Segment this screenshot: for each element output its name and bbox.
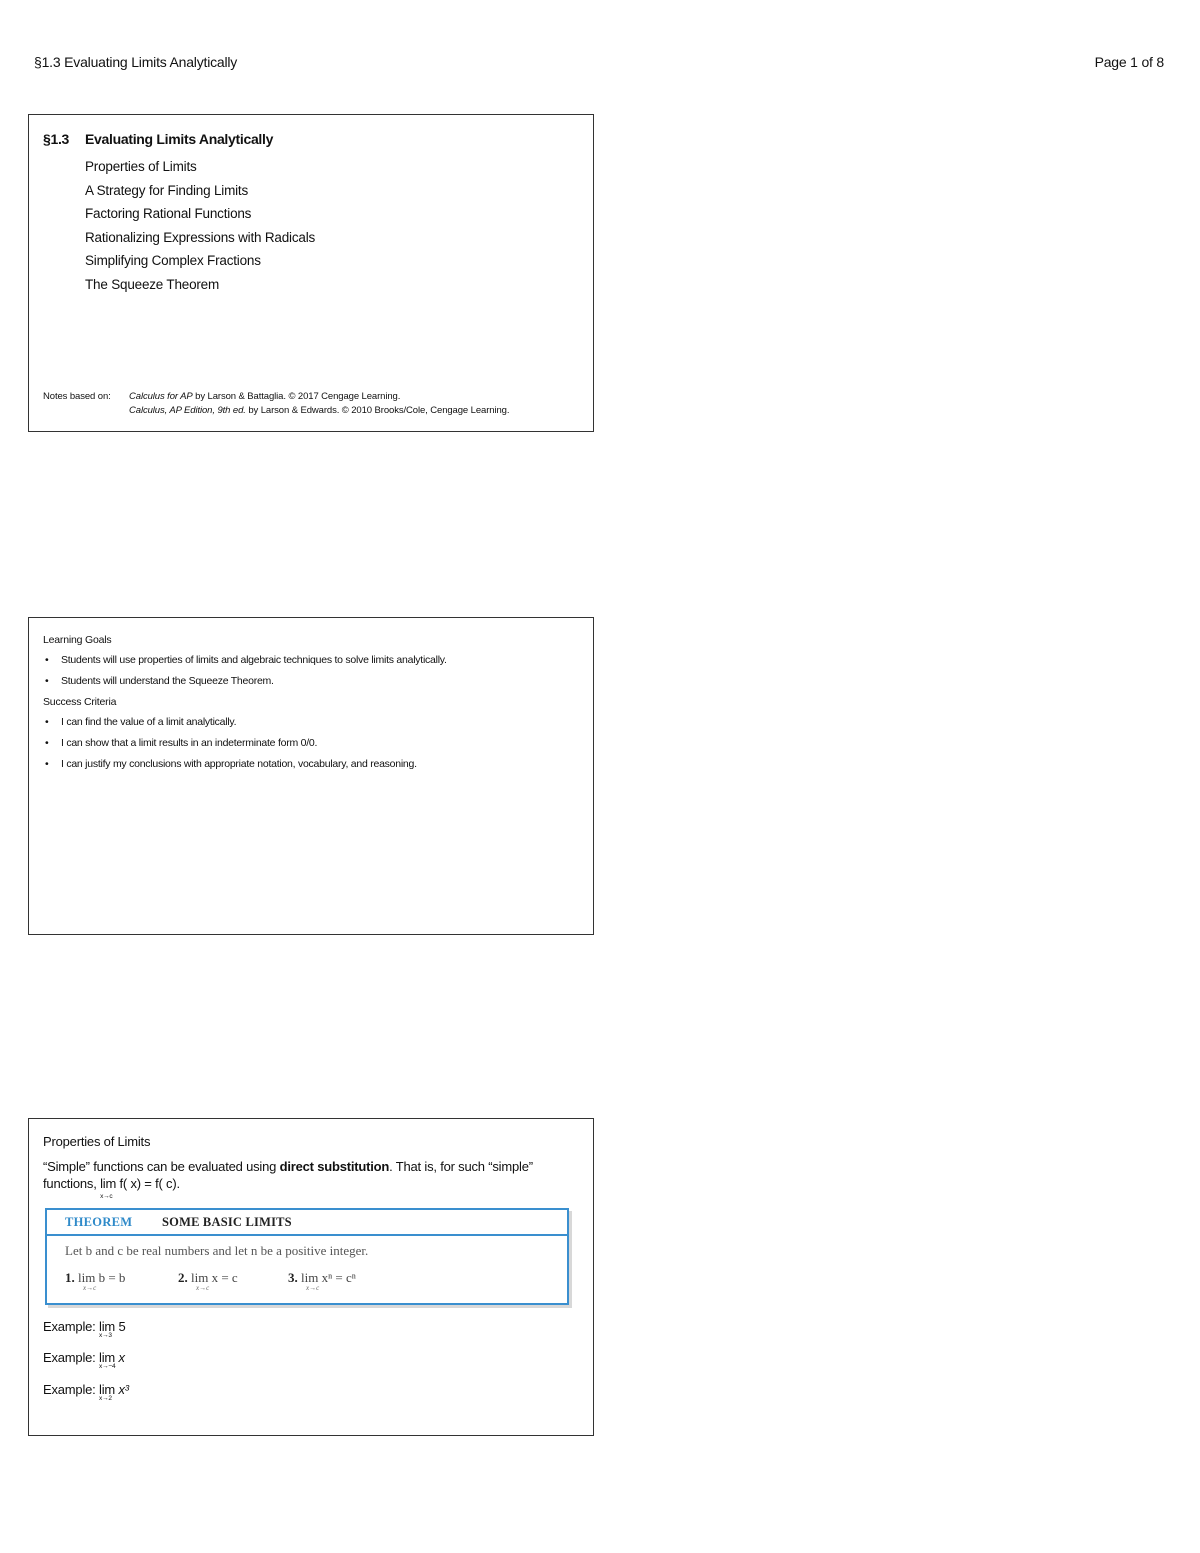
slide-title (28, 114, 594, 432)
topic-list (85, 155, 315, 297)
key-term: direct substitution (279, 1159, 390, 1174)
topic-item: Properties of Limits (85, 159, 197, 174)
page-number: Page 1 of 8 (1094, 54, 1164, 70)
topic-item: The Squeeze Theorem (85, 276, 220, 292)
note2-title: Calculus, AP Edition, 9th ed. (129, 405, 246, 416)
theorem-label: THEOREM (65, 1215, 133, 1229)
note1-title: Calculus for AP (129, 391, 193, 402)
example-item: Example: lim x→−4 x (43, 1350, 125, 1370)
bullet-icon: • (45, 758, 49, 770)
theorem-name: SOME BASIC LIMITS (162, 1215, 292, 1229)
criteria-item: • I can show that a limit results in an indeterminate form 0/0. (45, 737, 318, 749)
slide-properties (28, 1118, 594, 1436)
goals-list (43, 653, 573, 695)
bullet-icon: • (45, 716, 49, 728)
slide-heading: Properties of Limits (43, 1134, 151, 1149)
bullet-icon: • (45, 737, 49, 749)
criteria-heading: Success Criteria (43, 696, 117, 708)
note1-text: by Larson & Battaglia. © 2017 Cengage Learning. (192, 391, 401, 402)
criteria-item: • I can justify my conclusions with appropriate notation, vocabulary, and reasoning. (45, 758, 417, 770)
note2-text: by Larson & Edwards. © 2010 Brooks/Cole, Cengage Learning. (245, 405, 510, 416)
source-notes (43, 391, 509, 416)
theorem-item: 1. lim b = b x→c (65, 1270, 126, 1292)
criteria-list (43, 715, 573, 778)
page-header-title: §1.3 Evaluating Limits Analytically (34, 54, 238, 70)
theorem-item: 2. lim x = c x→c (178, 1270, 238, 1292)
limit-notation: lim x→c (100, 1176, 117, 1200)
bullet-icon: • (45, 654, 49, 666)
criteria-item: • I can find the value of a limit analytically. (45, 716, 237, 728)
notes-label: Notes based on: (43, 391, 111, 402)
topic-item: Simplifying Complex Fractions (85, 253, 261, 269)
topic-item: Factoring Rational Functions (85, 206, 252, 222)
example-item: Example: lim x→3 5 (43, 1319, 126, 1339)
theorem-description: Let b and c be real numbers and let n be a positive integer. (65, 1243, 369, 1258)
bullet-icon: • (45, 675, 49, 687)
goal-item: • Students will use properties of limits and algebraic techniques to solve limits analytically. (45, 654, 447, 666)
slide-goals (28, 617, 594, 935)
intro-text: “Simple” functions can be evaluated using direct substitution. That is, for such “simple” functions, lim x→c f( x) = f( c). (43, 1159, 533, 1200)
theorem-item: 3. lim xⁿ = cⁿ x→c (288, 1270, 356, 1292)
theorem-box (45, 1208, 569, 1305)
example-item: Example: lim x→2 x³ (43, 1382, 129, 1402)
topic-item: Rationalizing Expressions with Radicals (85, 229, 316, 245)
section-number: §1.3 (43, 131, 70, 147)
goal-item: • Students will understand the Squeeze Theorem. (45, 675, 274, 687)
topic-item: A Strategy for Finding Limits (85, 182, 249, 198)
section-title: Evaluating Limits Analytically (85, 131, 274, 147)
goals-heading: Learning Goals (43, 634, 112, 646)
